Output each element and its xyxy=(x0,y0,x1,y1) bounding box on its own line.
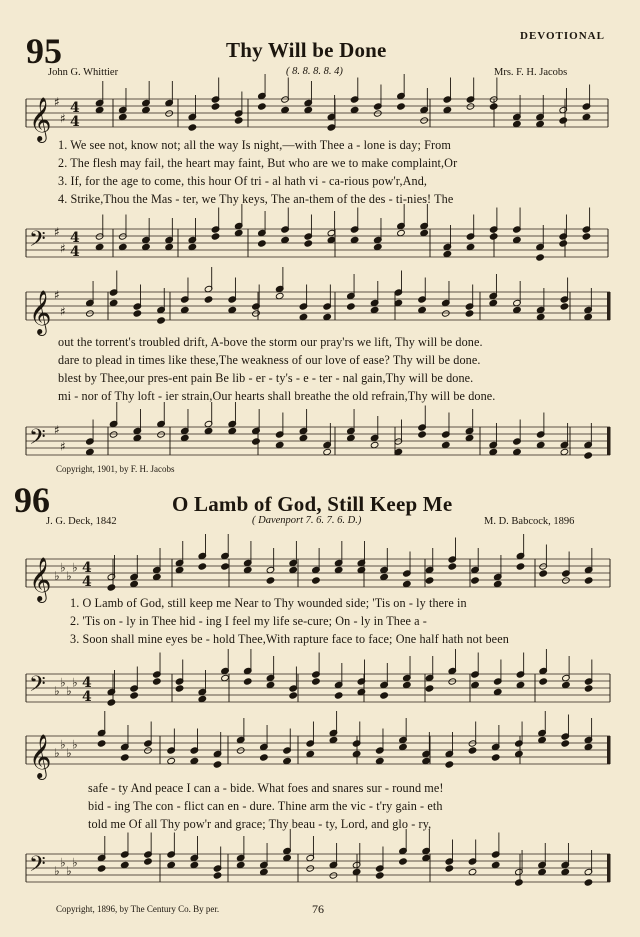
svg-text:♯: ♯ xyxy=(54,422,60,437)
svg-text:♭: ♭ xyxy=(72,560,78,575)
bass-staff xyxy=(0,215,640,265)
hymn-author: J. G. Deck, 1842 xyxy=(46,516,117,527)
svg-text:♭: ♭ xyxy=(66,863,72,878)
bass-staff xyxy=(0,413,640,463)
copyright-notice: Copyright, 1896, by The Century Co. By per. xyxy=(56,904,220,914)
svg-text:♭: ♭ xyxy=(66,683,72,698)
bass-staff xyxy=(0,840,640,890)
lyric-line: mi - nor of Thy loft - ier strain,Our hearts shall breathe the old refrain,Thy will be done. xyxy=(58,389,496,403)
svg-text:4: 4 xyxy=(82,689,92,705)
svg-text:4: 4 xyxy=(82,560,92,576)
svg-text:♭: ♭ xyxy=(66,568,72,583)
hymn-meter: ( Davenport 7. 6. 7. 6. D.) xyxy=(252,515,362,526)
svg-text:♭: ♭ xyxy=(60,855,66,870)
svg-text:♭: ♭ xyxy=(72,675,78,690)
svg-text:𝄞: 𝄞 xyxy=(29,734,52,778)
treble-staff xyxy=(0,278,640,334)
lyric-line: 2. The flesh may fail, the heart may faint, But who are we to make complaint,Or xyxy=(58,156,458,170)
svg-text:♭: ♭ xyxy=(60,675,66,690)
svg-text:𝄞: 𝄞 xyxy=(29,557,52,601)
hymn-meter: ( 8. 8. 8. 8. 4) xyxy=(286,66,343,77)
section-category: DEVOTIONAL xyxy=(520,30,605,42)
svg-text:4: 4 xyxy=(70,230,80,246)
hymn-number: 95 xyxy=(26,31,62,71)
svg-text:♯: ♯ xyxy=(60,111,66,126)
hymn-title: Thy Will be Done xyxy=(226,38,387,62)
svg-text:4: 4 xyxy=(82,574,92,590)
page-number: 76 xyxy=(312,902,324,916)
svg-text:𝄢: 𝄢 xyxy=(29,852,46,882)
hymn-author: John G. Whittier xyxy=(48,67,119,78)
svg-text:4: 4 xyxy=(70,114,80,130)
svg-text:♭: ♭ xyxy=(54,683,60,698)
svg-text:♭: ♭ xyxy=(54,568,60,583)
svg-text:𝄞: 𝄞 xyxy=(29,97,52,141)
svg-text:♭: ♭ xyxy=(60,560,66,575)
svg-text:♭: ♭ xyxy=(72,855,78,870)
svg-text:♭: ♭ xyxy=(60,737,66,752)
svg-text:𝄞: 𝄞 xyxy=(29,290,52,334)
hymn-composer: M. D. Babcock, 1896 xyxy=(484,516,575,527)
svg-text:4: 4 xyxy=(70,244,80,260)
lyric-line: 4. Strike,Thou the Mas - ter, we Thy keys, The an-them of the des - ti-nies! The xyxy=(58,192,454,206)
lyric-line: 3. If, for the age to come, this hour Of tri - al hath vi - ca-rious pow'r,And, xyxy=(58,174,428,188)
treble-staff xyxy=(0,722,640,778)
lyric-line: out the torrent's troubled drift, A-bove the storm our pray'rs we lift, Thy will be done. xyxy=(58,335,483,349)
svg-text:♯: ♯ xyxy=(54,94,60,109)
lyric-line: told me Of all Thy pow'r and grace; Thy beau - ty, Lord, and glo - ry, xyxy=(88,817,432,831)
treble-staff xyxy=(0,545,640,601)
svg-text:𝄢: 𝄢 xyxy=(29,227,46,257)
svg-text:♭: ♭ xyxy=(54,863,60,878)
svg-text:♯: ♯ xyxy=(60,304,66,319)
lyric-line: dare to plead in times like these,The weakness of our love of ease? Thy will be done. xyxy=(58,353,481,367)
lyric-line: blest by Thee,our pres-ent pain Be lib - er - ty's - e - ter - nal gain,Thy will be done. xyxy=(58,371,474,385)
hymn-number: 96 xyxy=(14,480,50,520)
lyric-line: safe - ty And peace I can a - bide. What foes and snares sur - round me! xyxy=(88,781,444,795)
svg-text:4: 4 xyxy=(82,675,92,691)
copyright-notice: Copyright, 1901, by F. H. Jacobs xyxy=(56,464,175,474)
svg-text:𝄢: 𝄢 xyxy=(29,672,46,702)
hymn-composer: Mrs. F. H. Jacobs xyxy=(494,67,568,78)
lyric-line: 1. O Lamb of God, still keep me Near to Thy wounded side; 'Tis on - ly there in xyxy=(70,596,467,610)
svg-text:4: 4 xyxy=(70,100,80,116)
hymn-title: O Lamb of God, Still Keep Me xyxy=(172,492,453,516)
bass-staff xyxy=(0,660,640,710)
svg-text:♯: ♯ xyxy=(60,439,66,454)
lyric-line: bid - ing The con - flict can en - dure. Thine arm the vic - t'ry gain - eth xyxy=(88,799,443,813)
svg-text:♭: ♭ xyxy=(54,745,60,760)
lyric-line: 2. 'Tis on - ly in Thee hid - ing I feel my life se-cure; On - ly in Thee a - xyxy=(70,614,427,628)
svg-text:♭: ♭ xyxy=(66,745,72,760)
lyric-line: 3. Soon shall mine eyes be - hold Thee,With rapture face to face; One half hath not been xyxy=(70,632,509,646)
svg-text:♭: ♭ xyxy=(72,737,78,752)
svg-text:♯: ♯ xyxy=(54,287,60,302)
svg-text:𝄢: 𝄢 xyxy=(29,425,46,455)
svg-text:♯: ♯ xyxy=(60,241,66,256)
treble-staff xyxy=(0,85,640,141)
lyric-line: 1. We see not, know not; all the way Is night,—with Thee a - lone is day; From xyxy=(58,138,451,152)
svg-text:♯: ♯ xyxy=(54,224,60,239)
